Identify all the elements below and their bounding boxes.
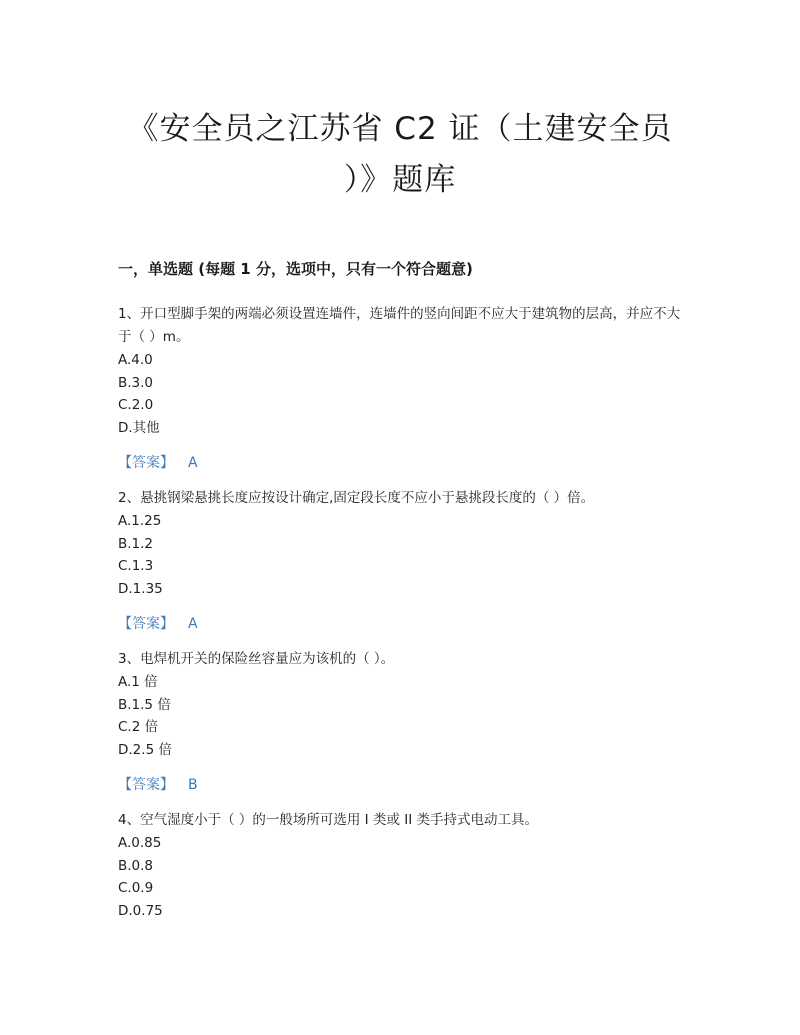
option-a: A.0.85 [118, 835, 162, 851]
question-1 [118, 303, 682, 474]
answer-label: 【答案】 [118, 777, 174, 793]
option-c: C.0.9 [118, 880, 154, 896]
option-c: C.2.0 [118, 397, 154, 413]
answer-line [118, 452, 682, 474]
question-text: 4、空气湿度小于（ ）的一般场所可选用 I 类或 II 类手持式电动工具。 [118, 812, 538, 828]
option-b: B.1.5 倍 [118, 696, 171, 713]
document-title-line-2: ）》题库 [343, 162, 457, 198]
answer-value: B [188, 777, 198, 793]
answer-label: 【答案】 [118, 616, 174, 632]
answer-value: A [188, 455, 198, 471]
option-d: D.其他 [118, 419, 160, 436]
option-b: B.0.8 [118, 857, 154, 874]
answer-label: 【答案】 [118, 455, 174, 471]
document-title [118, 104, 682, 206]
option-b: B.3.0 [118, 374, 154, 391]
question-text: 3、电焊机开关的保险丝容量应为该机的（ ）。 [118, 651, 395, 667]
option-d: D.1.35 [118, 580, 163, 597]
question-3 [118, 648, 682, 796]
question-text: 1、开口型脚手架的两端必须设置连墙件，连墙件的竖向间距不应大于建筑物的层高，并应不大于（ ）m。 [118, 306, 681, 345]
section-heading: 一，单选题 (每题 1 分，选项中，只有一个符合题意) [118, 260, 473, 278]
question-text: 2、悬挑钢梁悬挑长度应按设计确定,固定段长度不应小于悬挑段长度的（ ）倍。 [118, 490, 595, 506]
option-a: A.1 倍 [118, 674, 158, 690]
option-d: D.2.5 倍 [118, 741, 172, 758]
option-b: B.1.2 [118, 535, 154, 552]
document-title-line-1: 《安全员之江苏省 C2 证（土建安全员 [127, 111, 673, 147]
answer-line [118, 774, 682, 796]
question-2 [118, 487, 682, 635]
answer-value: A [188, 616, 198, 632]
answer-line [118, 613, 682, 635]
question-4 [118, 809, 682, 922]
option-c: C.2 倍 [118, 719, 159, 735]
option-c: C.1.3 [118, 558, 154, 574]
option-d: D.0.75 [118, 902, 163, 919]
option-a: A.1.25 [118, 513, 162, 529]
option-a: A.4.0 [118, 352, 153, 368]
